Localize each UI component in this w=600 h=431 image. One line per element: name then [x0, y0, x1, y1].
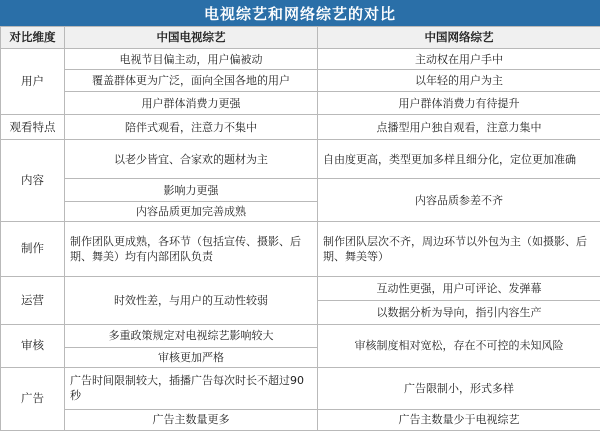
table-row — [1, 367, 600, 409]
tv-cell: 影响力更强 — [65, 179, 318, 202]
comparison-table — [0, 26, 600, 431]
tv-cell: 广告主数量更多 — [65, 409, 318, 430]
dimension-viewing: 观看特点 — [1, 115, 65, 140]
web-cell: 广告主数量少于电视综艺 — [318, 409, 600, 430]
tv-cell: 用户群体消费力更强 — [65, 92, 318, 115]
table-row — [1, 70, 600, 92]
table-row — [1, 324, 600, 347]
web-cell: 互动性更强，用户可评论、发弹幕 — [318, 276, 600, 300]
dimension-ads: 广告 — [1, 367, 65, 430]
table-row — [1, 92, 600, 115]
web-cell: 以年轻的用户为主 — [318, 70, 600, 92]
web-cell: 内容品质参差不齐 — [318, 179, 600, 222]
tv-cell: 电视节目偏主动，用户偏被动 — [65, 49, 318, 70]
tv-cell: 制作团队更成熟，各环节（包括宣传、摄影、后期、舞美）均有内部团队负责 — [65, 222, 318, 277]
dimension-user: 用户 — [1, 49, 65, 115]
tv-cell: 多重政策规定对电视综艺影响较大 — [65, 324, 318, 347]
header-web: 中国网络综艺 — [318, 27, 600, 49]
web-cell: 广告限制小，形式多样 — [318, 367, 600, 409]
web-cell: 主动权在用户手中 — [318, 49, 600, 70]
web-cell: 自由度更高，类型更加多样且细分化，定位更加准确 — [318, 140, 600, 179]
dimension-review: 审核 — [1, 324, 65, 367]
table-row — [1, 276, 600, 300]
table-row — [1, 115, 600, 140]
web-cell: 制作团队层次不齐，周边环节以外包为主（如摄影、后期、舞美等） — [318, 222, 600, 277]
tv-cell: 覆盖群体更为广泛，面向全国各地的用户 — [65, 70, 318, 92]
web-cell: 以数据分析为导向，指引内容生产 — [318, 300, 600, 324]
tv-cell: 陪伴式观看，注意力不集中 — [65, 115, 318, 140]
table-row — [1, 179, 600, 202]
tv-cell: 时效性差，与用户的互动性较弱 — [65, 276, 318, 324]
header-tv: 中国电视综艺 — [65, 27, 318, 49]
dimension-production: 制作 — [1, 222, 65, 277]
web-cell: 点播型用户独自观看，注意力集中 — [318, 115, 600, 140]
tv-cell: 审核更加严格 — [65, 348, 318, 368]
dimension-content: 内容 — [1, 140, 65, 222]
dimension-operation: 运营 — [1, 276, 65, 324]
header-row — [1, 27, 600, 49]
tv-cell: 内容品质更加完善成熟 — [65, 202, 318, 222]
table-title: 电视综艺和网络综艺的对比 — [0, 0, 600, 26]
table-row — [1, 140, 600, 179]
table-row — [1, 49, 600, 70]
table-row — [1, 222, 600, 277]
table-row — [1, 409, 600, 430]
tv-cell: 广告时间限制较大，插播广告每次时长不超过90秒 — [65, 367, 318, 409]
header-dimension: 对比维度 — [1, 27, 65, 49]
tv-cell: 以老少皆宜、合家欢的题材为主 — [65, 140, 318, 179]
web-cell: 用户群体消费力有待提升 — [318, 92, 600, 115]
web-cell: 审核制度相对宽松，存在不可控的未知风险 — [318, 324, 600, 367]
